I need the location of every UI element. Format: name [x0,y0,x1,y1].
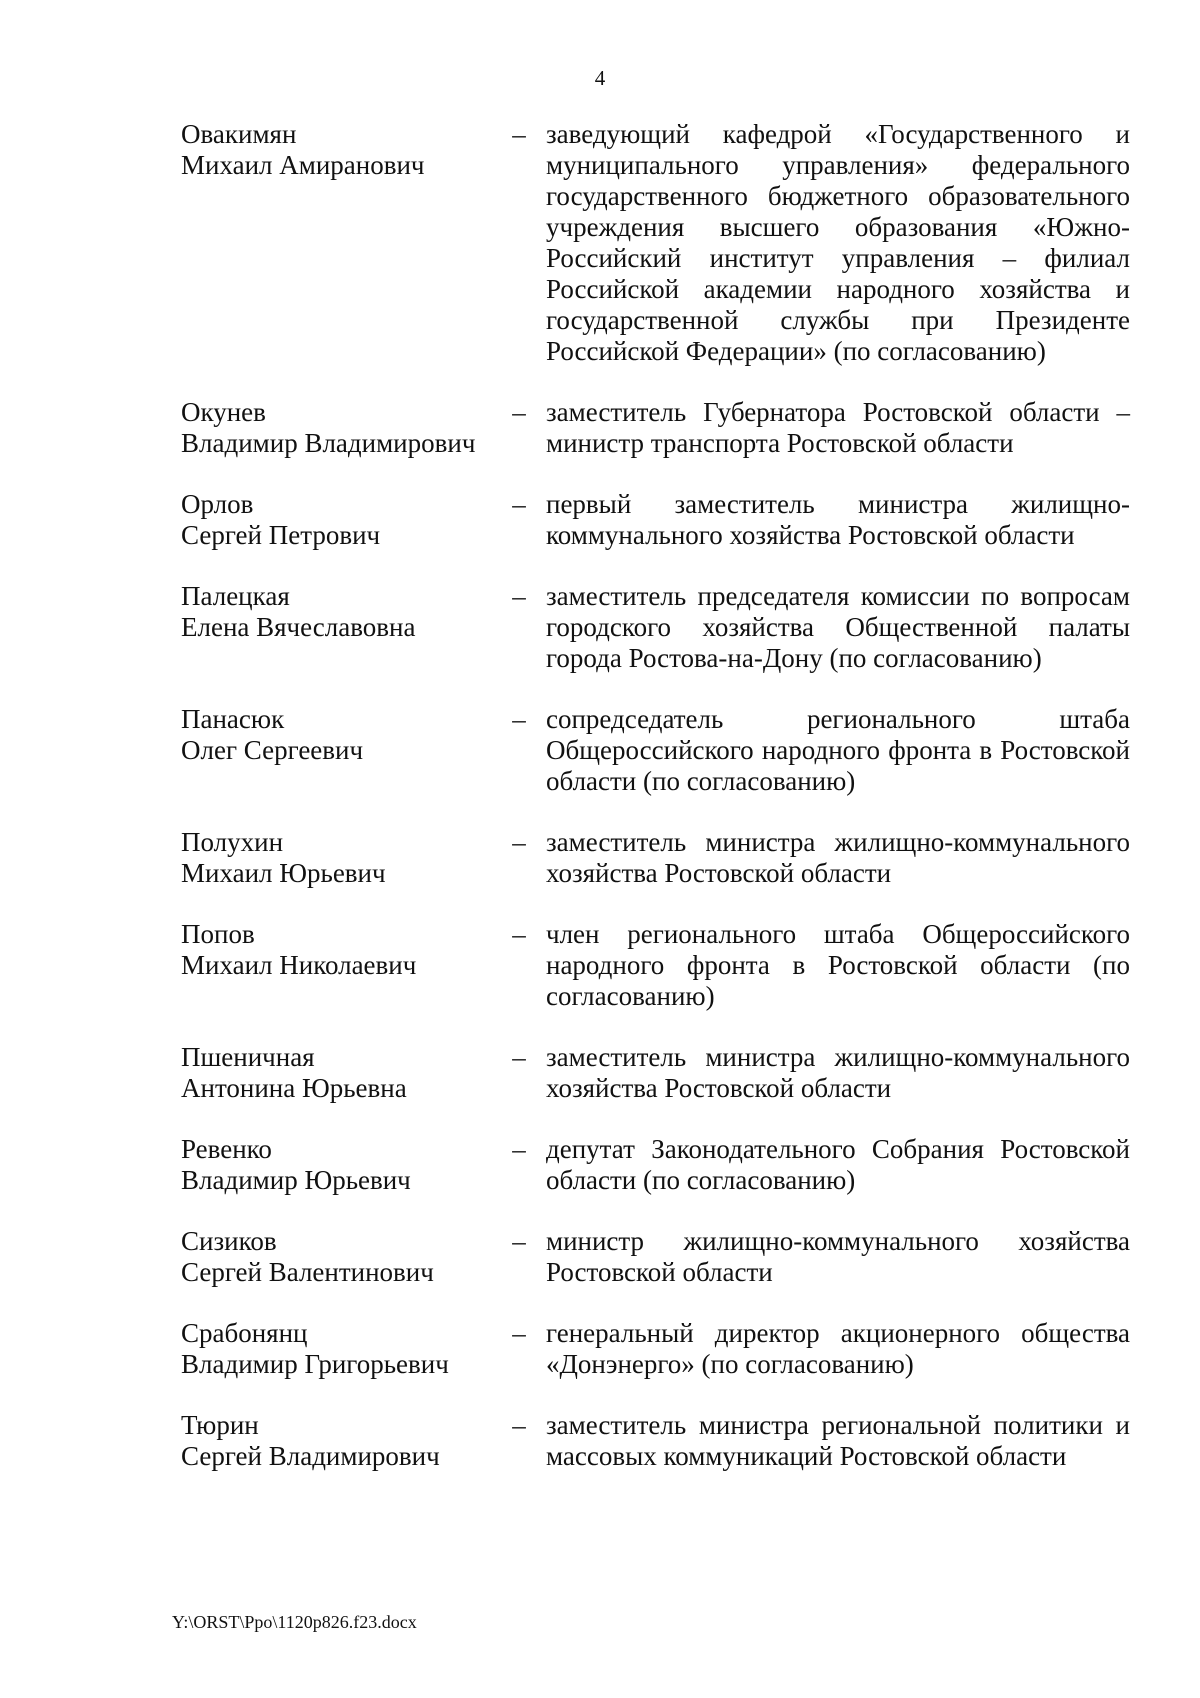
page-number: 4 [594,66,606,90]
separator-dash: – [512,119,526,149]
separator-dash: – [512,1318,526,1348]
member-name [181,827,501,889]
member-surname: Орлов [181,489,254,519]
member-given-names: Сергей Петрович [181,520,381,550]
list-item [181,1042,1130,1104]
list-item [181,581,1130,674]
member-given-names: Олег Сергеевич [181,735,364,765]
member-position: сопредседатель регионального штаба Общероссийского народного фронта в Ростовской области (по согласованию) [546,704,1130,796]
separator-dash: – [512,489,526,519]
member-name [181,919,501,981]
member-given-names: Владимир Григорьевич [181,1349,449,1379]
list-item [181,827,1130,889]
member-surname: Палецкая [181,581,290,611]
member-position: депутат Законодательного Собрания Ростовской области (по согласованию) [546,1134,1130,1195]
separator-dash: – [512,1042,526,1072]
member-surname: Окунев [181,397,266,427]
member-position: генеральный директор акционерного общества «Донэнерго» (по согласованию) [546,1318,1130,1379]
member-given-names: Сергей Владимирович [181,1441,440,1471]
separator-dash: – [512,1410,526,1440]
member-given-names: Сергей Валентинович [181,1257,434,1287]
member-position: заместитель министра жилищно-коммунального хозяйства Ростовской области [546,1042,1130,1103]
list-item [181,704,1130,797]
member-name [181,704,501,766]
member-surname: Пшеничная [181,1042,315,1072]
separator-dash: – [512,1134,526,1164]
member-name [181,1410,501,1472]
member-name [181,1318,501,1380]
member-name [181,1042,501,1104]
member-surname: Сизиков [181,1226,277,1256]
member-given-names: Михаил Амиранович [181,150,425,180]
member-position: первый заместитель министра жилищно-коммунального хозяйства Ростовской области [546,489,1130,550]
separator-dash: – [512,1226,526,1256]
member-given-names: Владимир Юрьевич [181,1165,411,1195]
member-surname: Тюрин [181,1410,259,1440]
member-list [181,119,1130,1502]
member-position: член регионального штаба Общероссийского народного фронта в Ростовской области (по согласованию) [546,919,1130,1011]
member-given-names: Антонина Юрьевна [181,1073,407,1103]
member-surname: Полухин [181,827,284,857]
separator-dash: – [512,919,526,949]
member-name [181,397,501,459]
member-surname: Овакимян [181,119,297,149]
member-surname: Ревенко [181,1134,272,1164]
document-file-path: Y:\ORST\Ppo\1120p826.f23.docx [172,1612,417,1632]
list-item [181,1318,1130,1380]
member-position: заместитель председателя комиссии по вопросам городского хозяйства Общественной палаты города Ростова-на-Дону (по согласованию) [546,581,1130,673]
member-surname: Попов [181,919,255,949]
member-position: заместитель министра жилищно-коммунального хозяйства Ростовской области [546,827,1130,888]
member-name [181,489,501,551]
member-position: заместитель Губернатора Ростовской области – министр транспорта Ростовской области [546,397,1130,458]
separator-dash: – [512,581,526,611]
member-name [181,1134,501,1196]
member-position: заместитель министра региональной политики и массовых коммуникаций Ростовской области [546,1410,1130,1471]
separator-dash: – [512,397,526,427]
list-item [181,919,1130,1012]
member-name [181,581,501,643]
member-given-names: Михаил Николаевич [181,950,417,980]
member-given-names: Владимир Владимирович [181,428,476,458]
list-item [181,397,1130,459]
list-item [181,1134,1130,1196]
member-name [181,119,501,181]
member-given-names: Михаил Юрьевич [181,858,386,888]
list-item [181,1226,1130,1288]
member-position: заведующий кафедрой «Государственного и муниципального управления» федерального государственного бюджетного образовательного учреждения высшего образования «Южно-Российский институт управления – филиал Российской академии народного хозяйства и государственной службы при Президенте Российской Федерации» (по согласованию) [546,119,1130,366]
member-surname: Панасюк [181,704,285,734]
member-position: министр жилищно-коммунального хозяйства Ростовской области [546,1226,1130,1287]
member-name [181,1226,501,1288]
list-item [181,1410,1130,1472]
list-item [181,489,1130,551]
member-surname: Срабонянц [181,1318,308,1348]
separator-dash: – [512,704,526,734]
separator-dash: – [512,827,526,857]
list-item [181,119,1130,367]
member-given-names: Елена Вячеславовна [181,612,416,642]
